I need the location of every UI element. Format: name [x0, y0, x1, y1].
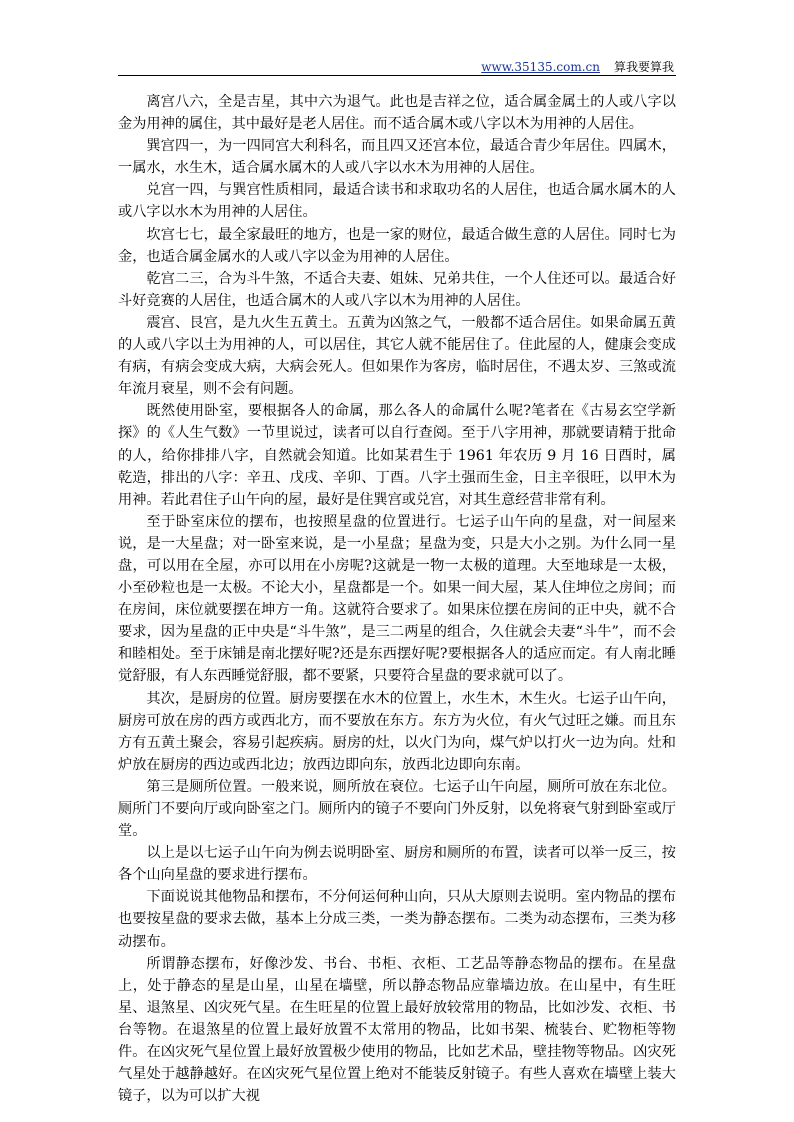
site-slogan: 算我要算我: [613, 60, 674, 74]
paragraph-other-items: 下面说说其他物品和摆布，不分何运何种山向，只从大原则去说明。室内物品的摆布也要按星盘的要求去做，基本上分成三类，一类为静态摆布。二类为动态摆布，三类为移动摆布。: [118, 889, 676, 950]
header-divider: [118, 75, 676, 76]
paragraph-kan-palace: 坎宫七七，最全家最旺的地方，也是一家的财位，最适合做生意的人居住。同时七为金，也适合属金属水的人或八字以金为用神的人居住。: [118, 226, 676, 265]
article-body: [118, 91, 676, 1107]
paragraph-zhen-gen-palace: 震宫、艮宫，是九火生五黄土。五黄为凶煞之气，一般都不适合居住。如果命属五黄的人或八字以土为用神的人，可以居住，其它人就不能居住了。住此屋的人，健康会变成有病，有病会变成大病，大病会死人。但如果作为客房，临时居住，不遇太岁、三煞或流年流月衰星，则不会有问题。: [118, 314, 676, 398]
paragraph-summary: 以上是以七运子山午向为例去说明卧室、厨房和厕所的布置，读者可以举一反三，按各个山向星盘的要求进行摆布。: [118, 845, 676, 884]
paragraph-bedroom-usage: 既然使用卧室，要根据各人的命属，那么各人的命属什么呢?笔者在《古易玄空学新探》的《人生气数》一节里说过，读者可以自行查阅。至于八字用神，那就要请精于批命的人，给你排排八字，自然就会知道。比如某君生于 1961 年农历 9 月 16 日酉时，属乾造，排出的八字：辛丑、戊戌、辛卯、丁酉。八字土强而生金，日主辛很旺，以甲木为用神。若此君住子山午向的屋，最好是住巽宫或兑宫，对其生意经营非常有利。: [118, 403, 676, 508]
site-link[interactable]: www.35135.com.cn: [481, 60, 600, 74]
paragraph-kitchen: 其次，是厨房的位置。厨房要摆在水木的位置上，水生木，木生火。七运子山午向，厨房可放在房的西方或西北方，而不要放在东方。东方为火位，有火气过旺之嫌。而且东方有五黄土聚会，容易引起疾病。厨房的灶，以火门为向，煤气炉以打火一边为向。灶和炉放在厨房的西边或西北边；放西边即向东，放西北边即向东南。: [118, 690, 676, 773]
page-header: [481, 58, 674, 75]
paragraph-static-layout: 所谓静态摆布，好像沙发、书台、书柜、衣柜、工艺品等静态物品的摆布。在星盘上，处于静态的星是山星，山星在墙壁，所以静态物品应靠墙边放。在山星中，有生旺星、退煞星、凶灾死气星。在生旺星的位置上最好放较常用的物品，比如沙发、衣柜、书台等物。在退煞星的位置上最好放置不太常用的物品，比如书架、梳装台、贮物柜等物件。在凶灾死气星位置上最好放置极少使用的物品，比如艺术品，壁挂物等物品。凶灾死气星处于越静越好。在凶灾死气星位置上绝对不能装反射镜子。有些人喜欢在墙壁上装大镜子，以为可以扩大视: [118, 955, 676, 1105]
paragraph-qian-palace: 乾宫二三，合为斗牛煞，不适合夫妻、姐妹、兄弟共住，一个人住还可以。最适合好斗好竞赛的人居住，也适合属木的人或八字以木为用神的人居住。: [118, 270, 676, 309]
paragraph-bed-position: 至于卧室床位的摆布，也按照星盘的位置进行。七运子山午向的星盘，对一间屋来说，是一大星盘；对一卧室来说，是一小星盘；星盘为变，只是大小之别。为什么同一星盘，可以用在全屋，亦可以用在小房呢?这就是一物一太极的道理。大至地球是一太极，小至砂粒也是一太极。不论大小，星盘都是一个。如果一间大屋，某人住坤位之房间；而在房间，床位就要摆在坤方一角。这就符合要求了。如果床位摆在房间的正中央，就不合要求，因为星盘的正中央是“斗牛煞”，是三二两星的组合，久住就会夫妻“斗牛”，而不会和睦相处。至于床铺是南北摆好呢?还是东西摆好呢?要根据各人的适应而定。有人南北睡觉舒服，有人东西睡觉舒服，都不要紧，只要符合星盘的要求就可以了。: [118, 513, 676, 685]
paragraph-xun-palace: 巽宫四一，为一四同宫大利科名，而且四又还宫本位，最适合青少年居住。四属木，一属水，水生木，适合属水属木的人或八字以水木为用神的人居住。: [118, 138, 676, 177]
paragraph-dui-palace: 兑宫一四，与巽宫性质相同，最适合读书和求取功名的人居住，也适合属水属木的人或八字以水木为用神的人居住。: [118, 182, 676, 221]
paragraph-toilet: 第三是厕所位置。一般来说，厕所放在衰位。七运子山午向屋，厕所可放在东北位。厕所门不要向厅或向卧室之门。厕所内的镜子不要向门外反射，以免将衰气射到卧室或厅堂。: [118, 778, 676, 840]
paragraph-li-palace: 离宫八六，全是吉星，其中六为退气。此也是吉祥之位，适合属金属土的人或八字以金为用神的属住，其中最好是老人居住。而不适合属木或八字以木为用神的人居住。: [118, 94, 676, 133]
